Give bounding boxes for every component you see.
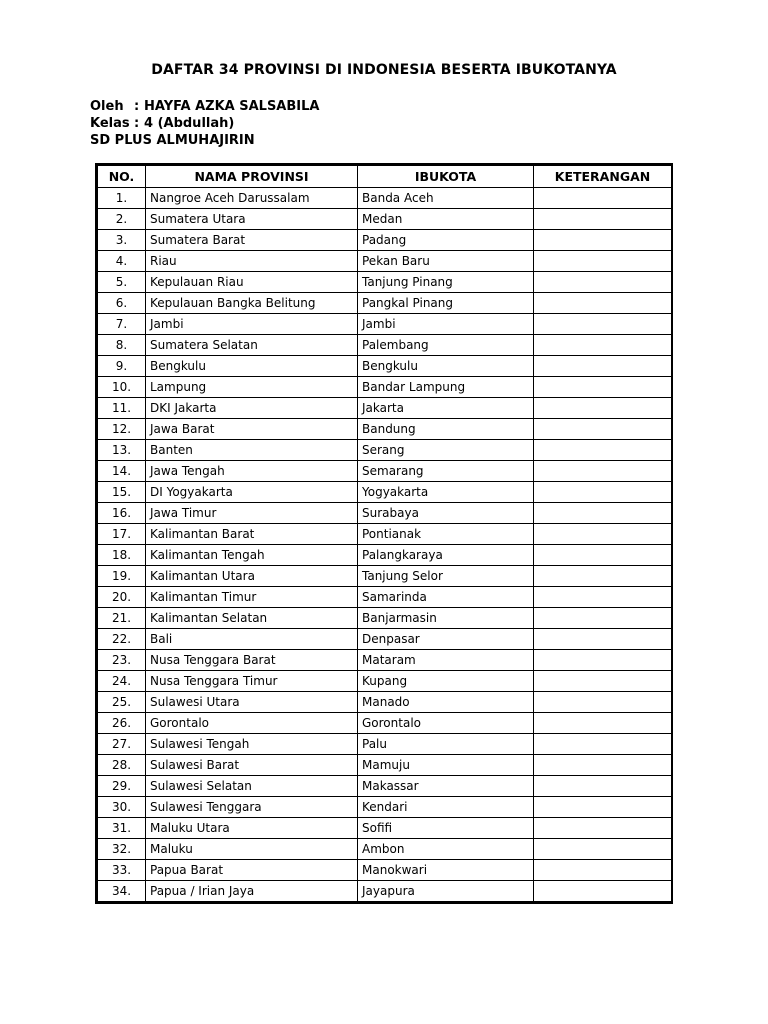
header-no: NO. <box>98 166 146 188</box>
cell-province: Papua / Irian Jaya <box>146 881 358 902</box>
cell-capital: Gorontalo <box>358 713 534 734</box>
cell-notes <box>534 314 672 335</box>
cell-province: Jawa Timur <box>146 503 358 524</box>
cell-no: 5. <box>98 272 146 293</box>
cell-province: Kalimantan Tengah <box>146 545 358 566</box>
cell-province: Sulawesi Tengah <box>146 734 358 755</box>
cell-notes <box>534 440 672 461</box>
table-row <box>98 251 672 272</box>
cell-province: Nusa Tenggara Timur <box>146 671 358 692</box>
table-row <box>98 629 672 650</box>
cell-capital: Kupang <box>358 671 534 692</box>
cell-capital: Manado <box>358 692 534 713</box>
cell-capital: Bandung <box>358 419 534 440</box>
cell-province: Riau <box>146 251 358 272</box>
cell-capital: Tanjung Pinang <box>358 272 534 293</box>
cell-capital: Kendari <box>358 797 534 818</box>
cell-capital: Medan <box>358 209 534 230</box>
cell-province: Nusa Tenggara Barat <box>146 650 358 671</box>
cell-no: 24. <box>98 671 146 692</box>
cell-notes <box>534 776 672 797</box>
cell-notes <box>534 398 672 419</box>
cell-province: Maluku Utara <box>146 818 358 839</box>
cell-notes <box>534 335 672 356</box>
cell-no: 4. <box>98 251 146 272</box>
cell-no: 29. <box>98 776 146 797</box>
cell-no: 15. <box>98 482 146 503</box>
cell-province: Gorontalo <box>146 713 358 734</box>
cell-no: 16. <box>98 503 146 524</box>
cell-no: 13. <box>98 440 146 461</box>
cell-notes <box>534 818 672 839</box>
cell-notes <box>534 671 672 692</box>
cell-notes <box>534 629 672 650</box>
cell-province: Sulawesi Barat <box>146 755 358 776</box>
cell-notes <box>534 734 672 755</box>
meta-row-class <box>90 115 319 132</box>
cell-notes <box>534 860 672 881</box>
table-row <box>98 440 672 461</box>
table-row <box>98 818 672 839</box>
cell-province: Kalimantan Timur <box>146 587 358 608</box>
cell-notes <box>534 566 672 587</box>
province-table <box>97 165 672 902</box>
cell-no: 1. <box>98 188 146 209</box>
table-row <box>98 524 672 545</box>
cell-no: 22. <box>98 629 146 650</box>
cell-province: Kalimantan Utara <box>146 566 358 587</box>
cell-no: 10. <box>98 377 146 398</box>
cell-no: 32. <box>98 839 146 860</box>
cell-capital: Palembang <box>358 335 534 356</box>
table-row <box>98 797 672 818</box>
cell-capital: Surabaya <box>358 503 534 524</box>
cell-no: 21. <box>98 608 146 629</box>
cell-capital: Makassar <box>358 776 534 797</box>
cell-province: Sumatera Selatan <box>146 335 358 356</box>
table-body <box>98 188 672 902</box>
cell-notes <box>534 755 672 776</box>
meta-value-class: 4 (Abdullah) <box>144 116 235 131</box>
cell-capital: Semarang <box>358 461 534 482</box>
cell-no: 33. <box>98 860 146 881</box>
table-row <box>98 734 672 755</box>
cell-capital: Pontianak <box>358 524 534 545</box>
cell-capital: Jakarta <box>358 398 534 419</box>
table-row <box>98 335 672 356</box>
cell-province: Sumatera Barat <box>146 230 358 251</box>
cell-capital: Jayapura <box>358 881 534 902</box>
cell-capital: Padang <box>358 230 534 251</box>
meta-label: Kelas <box>90 116 130 131</box>
province-table-frame <box>95 163 673 904</box>
cell-no: 9. <box>98 356 146 377</box>
table-row <box>98 419 672 440</box>
cell-capital: Denpasar <box>358 629 534 650</box>
cell-no: 2. <box>98 209 146 230</box>
document-title: DAFTAR 34 PROVINSI DI INDONESIA BESERTA IBUKOTANYA <box>151 62 617 78</box>
meta-school: SD PLUS ALMUHAJIRIN <box>90 133 255 148</box>
cell-no: 27. <box>98 734 146 755</box>
cell-province: Maluku <box>146 839 358 860</box>
table-row <box>98 356 672 377</box>
cell-notes <box>534 881 672 902</box>
cell-capital: Manokwari <box>358 860 534 881</box>
cell-capital: Mamuju <box>358 755 534 776</box>
cell-no: 20. <box>98 587 146 608</box>
cell-no: 17. <box>98 524 146 545</box>
cell-no: 12. <box>98 419 146 440</box>
table-row <box>98 839 672 860</box>
cell-capital: Serang <box>358 440 534 461</box>
cell-province: Kalimantan Selatan <box>146 608 358 629</box>
table-row <box>98 314 672 335</box>
table-row <box>98 566 672 587</box>
table-row <box>98 230 672 251</box>
cell-no: 8. <box>98 335 146 356</box>
cell-notes <box>534 209 672 230</box>
table-row <box>98 608 672 629</box>
table-row <box>98 713 672 734</box>
cell-no: 19. <box>98 566 146 587</box>
meta-row-author <box>90 98 319 115</box>
cell-notes <box>534 377 672 398</box>
table-row <box>98 650 672 671</box>
table-header-row <box>98 166 672 188</box>
cell-notes <box>534 251 672 272</box>
cell-notes <box>534 524 672 545</box>
cell-capital: Ambon <box>358 839 534 860</box>
cell-province: Sulawesi Utara <box>146 692 358 713</box>
cell-capital: Mataram <box>358 650 534 671</box>
cell-province: Kepulauan Riau <box>146 272 358 293</box>
table-row <box>98 188 672 209</box>
cell-capital: Bandar Lampung <box>358 377 534 398</box>
cell-province: Nangroe Aceh Darussalam <box>146 188 358 209</box>
cell-notes <box>534 188 672 209</box>
cell-no: 26. <box>98 713 146 734</box>
cell-notes <box>534 692 672 713</box>
header-capital: IBUKOTA <box>358 166 534 188</box>
cell-province: Kepulauan Bangka Belitung <box>146 293 358 314</box>
cell-capital: Palu <box>358 734 534 755</box>
cell-province: Jambi <box>146 314 358 335</box>
cell-province: Sulawesi Selatan <box>146 776 358 797</box>
table-row <box>98 272 672 293</box>
cell-no: 7. <box>98 314 146 335</box>
cell-province: Banten <box>146 440 358 461</box>
cell-no: 6. <box>98 293 146 314</box>
cell-capital: Banda Aceh <box>358 188 534 209</box>
cell-capital: Yogyakarta <box>358 482 534 503</box>
cell-capital: Sofifi <box>358 818 534 839</box>
table-row <box>98 503 672 524</box>
cell-province: Sulawesi Tenggara <box>146 797 358 818</box>
cell-notes <box>534 608 672 629</box>
table-row <box>98 587 672 608</box>
document-meta <box>90 98 319 149</box>
cell-capital: Samarinda <box>358 587 534 608</box>
cell-province: Bengkulu <box>146 356 358 377</box>
table-row <box>98 755 672 776</box>
cell-capital: Jambi <box>358 314 534 335</box>
cell-notes <box>534 650 672 671</box>
cell-province: Kalimantan Barat <box>146 524 358 545</box>
table-row <box>98 776 672 797</box>
cell-capital: Pekan Baru <box>358 251 534 272</box>
cell-notes <box>534 713 672 734</box>
cell-no: 18. <box>98 545 146 566</box>
cell-no: 30. <box>98 797 146 818</box>
cell-capital: Palangkaraya <box>358 545 534 566</box>
header-province: NAMA PROVINSI <box>146 166 358 188</box>
cell-province: Lampung <box>146 377 358 398</box>
table-row <box>98 461 672 482</box>
meta-separator: : <box>134 116 140 131</box>
cell-notes <box>534 272 672 293</box>
table-row <box>98 293 672 314</box>
cell-province: Papua Barat <box>146 860 358 881</box>
cell-notes <box>534 419 672 440</box>
cell-notes <box>534 545 672 566</box>
table-row <box>98 377 672 398</box>
cell-no: 23. <box>98 650 146 671</box>
cell-notes <box>534 293 672 314</box>
cell-no: 34. <box>98 881 146 902</box>
cell-province: Bali <box>146 629 358 650</box>
cell-no: 3. <box>98 230 146 251</box>
cell-no: 25. <box>98 692 146 713</box>
cell-no: 31. <box>98 818 146 839</box>
cell-capital: Pangkal Pinang <box>358 293 534 314</box>
cell-notes <box>534 797 672 818</box>
table-row <box>98 482 672 503</box>
meta-separator: : <box>134 99 140 114</box>
table-row <box>98 545 672 566</box>
cell-capital: Banjarmasin <box>358 608 534 629</box>
cell-notes <box>534 356 672 377</box>
cell-notes <box>534 503 672 524</box>
cell-capital: Bengkulu <box>358 356 534 377</box>
table-row <box>98 209 672 230</box>
cell-province: DI Yogyakarta <box>146 482 358 503</box>
header-notes: KETERANGAN <box>534 166 672 188</box>
cell-notes <box>534 839 672 860</box>
cell-province: Sumatera Utara <box>146 209 358 230</box>
cell-no: 14. <box>98 461 146 482</box>
cell-notes <box>534 482 672 503</box>
cell-province: DKI Jakarta <box>146 398 358 419</box>
cell-province: Jawa Barat <box>146 419 358 440</box>
cell-no: 28. <box>98 755 146 776</box>
table-row <box>98 398 672 419</box>
cell-notes <box>534 230 672 251</box>
cell-notes <box>534 587 672 608</box>
cell-no: 11. <box>98 398 146 419</box>
table-row <box>98 671 672 692</box>
cell-notes <box>534 461 672 482</box>
meta-label: Oleh <box>90 99 124 114</box>
meta-value-author: HAYFA AZKA SALSABILA <box>144 99 320 114</box>
table-row <box>98 860 672 881</box>
cell-province: Jawa Tengah <box>146 461 358 482</box>
cell-capital: Tanjung Selor <box>358 566 534 587</box>
table-row <box>98 692 672 713</box>
table-row <box>98 881 672 902</box>
